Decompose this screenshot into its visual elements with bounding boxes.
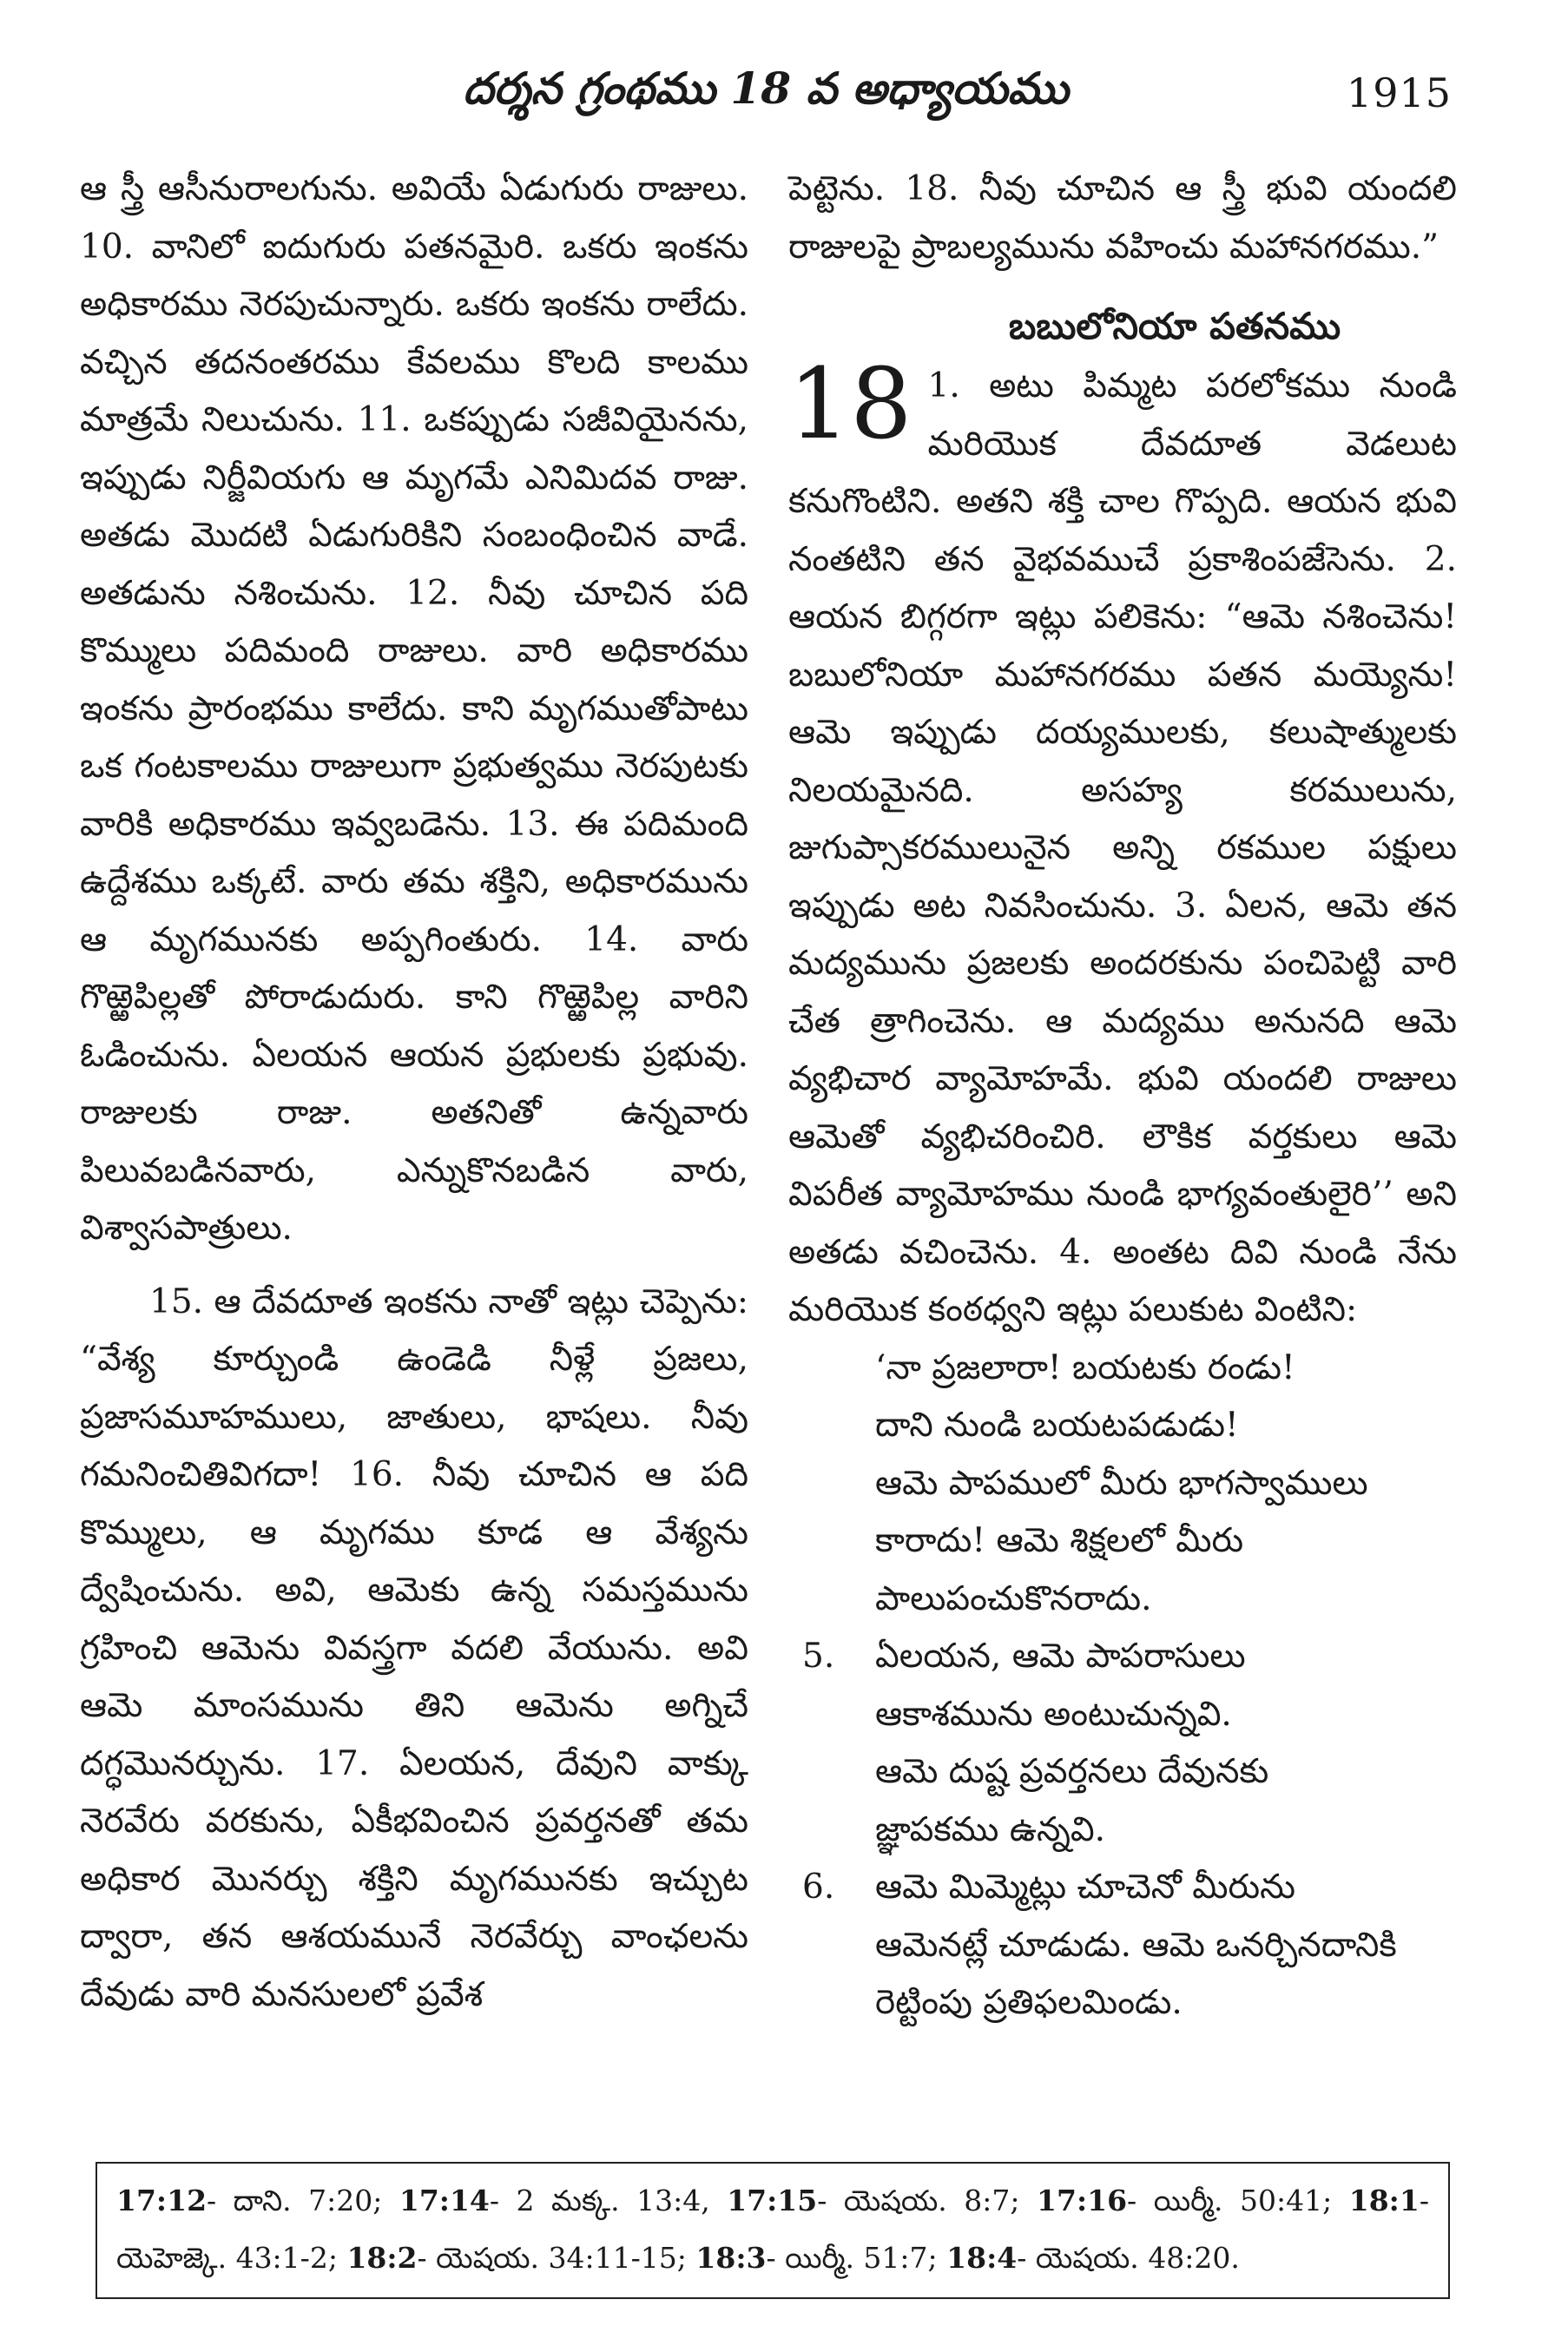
cross-references-box [96,2162,1450,2299]
section-heading: బబులోనియా పతనము [1008,305,1341,347]
footnote-ref: 17:12 [116,2184,208,2217]
poem-line: కారాదు! ఆమె శిక్షలలో మీరు [875,1521,1244,1560]
footnote-text: - యెషయ. 8:7; [817,2184,1038,2217]
chapter-text: 1. అటు పిమ్మట పరలోకము నుండి మరియొక దేవదూత వెడలుట కనుగొంటిని. అతని శక్తి చాల గొప్పది. ఆయన భువి నంతటిని తన వైభవముచే ప్రకాశింపజేసెను. 2. ఆయన బిగ్గరగా ఇట్లు పలికెను: “ఆమె నశించెను! బబులోనియా మహానగరము పతన మయ్యెను! ఆమె ఇప్పుడు దయ్యములకు, కలుషాత్ములకు నిలయమైనది. అసహ్య కరములును, జుగుప్సాకరములునైన అన్ని రకముల పక్షులు ఇప్పుడు అట నివసించును. 3. ఏలన, ఆమె తన మద్యమును ప్రజలకు అందరకును పంచిపెట్టి వారి చేత త్రాగించెను. ఆ మద్యము అనునది ఆమె వ్యభిచార వ్యామోహమే. భువి యందలి రాజులు ఆమెతో వ్యభిచరించిరి. లౌకిక వర్తకులు ఆమె విపరీత వ్యామోహము నుండి భాగ్యవంతులైరి’’ అని అతడు వచించెను. 4. అంతట దివి నుండి నేను మరియొక కంఠధ్వని ఇట్లు పలుకుట వింటిని: [788,366,1457,1329]
poem-stanza [788,1340,1457,1629]
poem-line: పాలుపంచుకొనరాదు. [875,1578,1152,1618]
right-column [788,161,1457,2032]
left-column [80,161,748,2024]
poem-line: ఆమె దుష్ట ప్రవర్తనలు దేవునకు [875,1752,1269,1791]
poem-line: ఆమె మిమ్మెట్లు చూచెనో మీరును [875,1868,1295,1907]
poem-line: జ్ఞాపకము ఉన్నవి. [875,1809,1106,1849]
footnote-text: - యిర్మీ. 50:41; [1127,2184,1349,2217]
poem-line: ఏలయన, ఆమె పాపరాసులు [875,1637,1246,1676]
verse-number: 5. [802,1637,835,1676]
footnote-ref: 18:4 [946,2241,1018,2275]
footnote-ref: 17:14 [399,2184,490,2217]
footnote-text: - 2 మక్క. 13:4, [489,2184,728,2217]
poem-line: ఆమె పాపములో మీరు భాగస్వాములు [875,1463,1368,1503]
poem-line: రెట్టింపు ప్రతిఫలమిండు. [875,1983,1183,2022]
poem [788,1340,1457,2032]
footnote-text: - దాని. 7:20; [207,2184,399,2217]
footnote-ref: 18:2 [346,2241,418,2275]
paragraph: పెట్టెను. 18. నీవు చూచిన ఆ స్త్రీ భువి యందలి రాజులపై ప్రాబల్యమును వహించు మహానగరము.” [788,169,1457,267]
footnote-text: - యెషయ. 34:11-15; [417,2241,696,2275]
running-title: దర్శన గ్రంథము 18 వ అధ్యాయము [463,63,1069,114]
footnote-ref: 18:1 [1348,2184,1420,2217]
chapter-paragraph [788,348,1457,1340]
poem-stanza [788,1628,1457,1859]
paragraph: 15. ఆ దేవదూత ఇంకను నాతో ఇట్లు చెప్పెను: “వేశ్య కూర్చుండి ఉండెడి నీళ్లే ప్రజలు, ప్రజాసమూహములు, జాతులు, భాషలు. నీవు గమనించితివిగదా! 16. నీవు చూచిన ఆ పది కొమ్ములు, ఆ మృగము కూడ ఆ వేశ్యను ద్వేషించును. అవి, ఆమెకు ఉన్న సమస్తమును గ్రహించి ఆమెను వివస్త్రగా వదలి వేయును. అవి ఆమె మాంసమును తిని ఆమెను అగ్నిచే దగ్ధమొనర్చును. 17. ఏలయన, దేవుని వాక్కు నెరవేరు వరకును, ఏకీభవించిన ప్రవర్తనతో తమ అధికార మొనర్చు శక్తిని మృగమునకు ఇచ్చుట ద్వారా, తన ఆశయమునే నెరవేర్చు వాంఛలను దేవుడు వారి మనసులలో ప్రవేశ [80,1281,748,2014]
footnote-text: - యెషయ. 48:20. [1017,2241,1240,2275]
footnote-ref: 17:16 [1037,2184,1128,2217]
chapter-number: 18 [788,348,912,461]
poem-line: ఆమెనట్లే చూడుడు. ఆమె ఒనర్చినదానికి [875,1925,1397,1965]
paragraph: ఆ స్త్రీ ఆసీనురాలగును. అవియే ఏడుగురు రాజులు. 10. వానిలో ఐదుగురు పతనమైరి. ఒకరు ఇంకను అధికారము నెరపుచున్నారు. ఒకరు ఇంకను రాలేదు. వచ్చిన తదనంతరము కేవలము కొలది కాలము మాత్రమే నిలుచును. 11. ఒకప్పుడు సజీవియైనను, ఇప్పుడు నిర్జీవియగు ఆ మృగమే ఎనిమిదవ రాజు. అతడు మొదటి ఏడుగురికిని సంబంధించిన వాడే. అతడును నశించును. 12. నీవు చూచిన పది కొమ్ములు పదిమంది రాజులు. వారి అధికారము ఇంకను ప్రారంభము కాలేదు. కాని మృగముతోపాటు ఒక గంటకాలము రాజులుగా ప్రభుత్వము నెరపుటకు వారికి అధికారము ఇవ్వబడెను. 13. ఈ పదిమంది ఉద్దేశము ఒక్కటే. వారు తమ శక్తిని, అధికారమును ఆ మృగమునకు అప్పగింతురు. 14. వారు గొఱ్ఱెపిల్లతో పోరాడుదురు. కాని గొఱ్ఱెపిల్ల వారిని ఓడించును. ఏలయన ఆయన ప్రభులకు ప్రభువు. రాజులకు రాజు. అతనితో ఉన్నవారు పిలువబడినవారు, ఎన్నుకొనబడిన వారు, విశ్వాసపాత్రులు. [80,169,748,1248]
verse-number: 6. [802,1868,835,1907]
poem-line: ‘నా ప్రజలారా! బయటకు రండు! [875,1347,1295,1387]
poem-line: దాని నుండి బయటపడుడు! [875,1406,1239,1445]
footnote-text: - యెహెజ్కె. 43:1-2; [116,2184,1429,2275]
poem-stanza [788,1859,1457,2032]
poem-line: ఆకాశమును అంటుచున్నవి. [875,1694,1232,1734]
footnote-text: - యిర్మీ. 51:7; [766,2241,947,2275]
footnote-ref: 17:15 [727,2184,818,2217]
footnote-ref: 18:3 [695,2241,767,2275]
page-number: 1915 [1346,69,1452,116]
page-header [80,54,1452,123]
